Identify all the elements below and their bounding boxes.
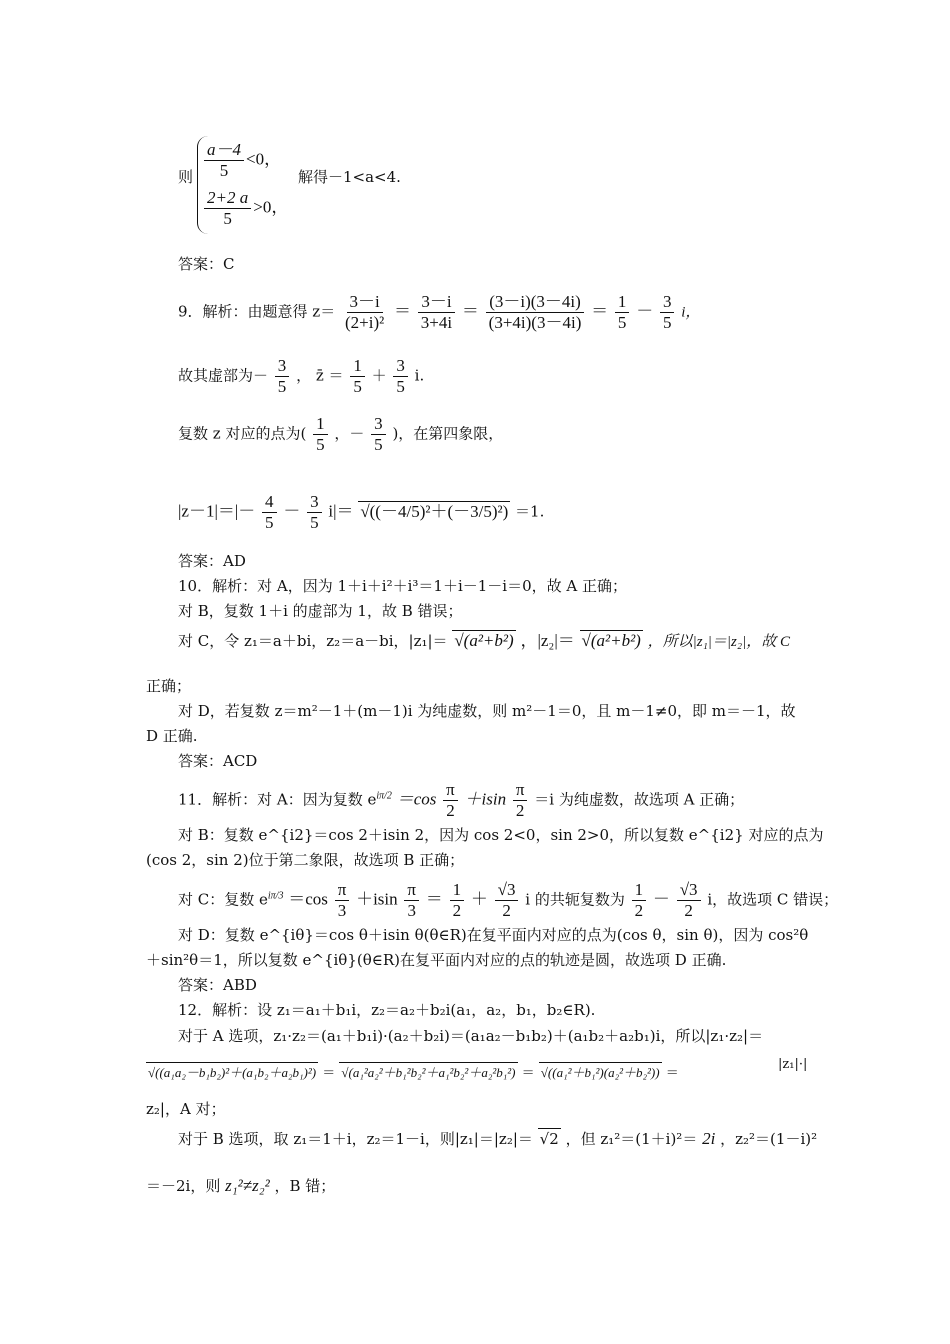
- p9-r1-den: 5: [617, 313, 627, 332]
- p9-r2-num: 3: [660, 292, 675, 313]
- p9-l3b: ，－: [334, 424, 365, 443]
- p8-cond1: [202, 140, 281, 181]
- frac-den: 2: [634, 901, 644, 920]
- p11-l4a: 对 C：复数 e: [178, 890, 268, 909]
- frac-num: π: [335, 880, 350, 901]
- p11-l4: [178, 880, 838, 921]
- p9-f3-den: (3+4i)(3－4i): [488, 313, 582, 332]
- p9-l2a: 故其虚部为－: [178, 366, 269, 385]
- p12-l3: [146, 1062, 679, 1084]
- p11-l4d: ＝: [425, 889, 443, 909]
- frac-num: 3: [307, 492, 322, 513]
- p11-l4e: ＋: [470, 889, 488, 909]
- p12-l5: [178, 1128, 817, 1149]
- frac-num: 1: [632, 880, 647, 901]
- frac-den: 5: [396, 377, 405, 396]
- p12-l2: 对于 A 选项，z₁·z₂＝(a₁＋b₁i)·(a₂＋b₂i)＝(a₁a₂－b₁b₂)＋(a₁b₂＋a₂b₁)i，所以|z₁·z₂|＝: [178, 1027, 764, 1045]
- p12-l6a: ＝－2i，则: [146, 1177, 221, 1195]
- p11-l4b: ＝cos: [288, 889, 328, 909]
- p8-cond1-rel: <0，: [246, 149, 282, 169]
- frac-den: 5: [316, 435, 325, 454]
- frac-num: 1: [350, 356, 365, 377]
- p10-l3a: 对 C，令 z₁＝a＋bi，z₂＝a－bi，|z₁|＝: [178, 632, 448, 650]
- p8-cond2: [202, 188, 288, 229]
- p9-l4a: |z－1|＝|－: [178, 501, 256, 521]
- p12-l5e: ，z₂²＝(1－i)²: [720, 1130, 818, 1148]
- p11-l1a: 11．解析：对 A：因为复数 e: [178, 790, 377, 809]
- p10-sqrt1: √(a²+b²): [454, 631, 514, 650]
- frac-num: 4: [262, 492, 277, 513]
- p8-result: 解得－1<a<4.: [298, 168, 401, 186]
- frac-den: 2: [515, 801, 525, 820]
- p11-answer: 答案：ABD: [178, 976, 257, 994]
- frac-den: 5: [353, 377, 362, 396]
- p10-sqrt2: √(a²+b²): [581, 631, 641, 650]
- p12-l4: z₂|，A 对；: [146, 1100, 226, 1118]
- p12-sqrt3: √((a₁²＋b₁²)(a₂²＋b₂²)): [539, 1062, 662, 1083]
- p9-r1-num: 1: [615, 292, 630, 313]
- frac-den: 3: [407, 901, 416, 920]
- p9-f1-num: 3－i: [347, 292, 383, 313]
- p9-l4b: －: [283, 501, 301, 521]
- p11-l1d: ＝i 为纯虚数，故选项 A 正确；: [534, 790, 745, 809]
- p10-l3: [178, 630, 790, 652]
- p12-eq2: ＝: [521, 1066, 535, 1081]
- frac-den: 3: [337, 901, 347, 920]
- p9-head: 9．解析：由题意得 z＝: [178, 302, 336, 321]
- p9-line4: [178, 492, 544, 533]
- p9-f2-den: 3+4i: [420, 313, 453, 332]
- frac-num: 3: [275, 356, 290, 377]
- frac-num: √3: [677, 880, 701, 901]
- p11-l1c: ＋isin: [464, 789, 507, 809]
- p8-cond1-den: 5: [219, 161, 229, 180]
- p10-answer: 答案：ACD: [178, 752, 258, 770]
- p9-l4e: ＝1.: [515, 502, 545, 521]
- p8-cond2-den: 5: [223, 209, 232, 228]
- p12-sqrt1: √((a₁a₂－b₁b₂)²＋(a₁b₂＋a₂b₁)²): [146, 1062, 318, 1083]
- p9-line3: [178, 414, 503, 455]
- p10-l3e: ，所以|z₁|＝|z₂|，故 C: [647, 634, 790, 650]
- frac-num: 1: [450, 880, 465, 901]
- p8-cond2-rel: >0，: [253, 197, 289, 217]
- p9-sqrt-expr: √((－4/5)²＋(－3/5)²): [360, 501, 509, 521]
- p11-l2: 对 B：复数 e^{i2}＝cos 2＋isin 2，因为 cos 2<0，sin 2>0，所以复数 e^{i2} 对应的点为: [178, 826, 824, 844]
- frac-num: π: [443, 780, 458, 801]
- p10-l3c: ，|z₂|＝: [520, 631, 575, 650]
- p10-l2: 对 B，复数 1＋i 的虚部为 1，故 B 错误；: [178, 602, 463, 620]
- frac-num: √3: [495, 880, 519, 901]
- p11-l5: 对 D：复数 e^{iθ}＝cos θ＋isin θ(θ∈R)在复平面内对应的点为(cos θ，sin θ)，因为 cos²θ: [178, 926, 809, 944]
- p11-l4h: i，故选项 C 错误；: [707, 890, 839, 909]
- p12-l6c: ，B 错；: [274, 1177, 336, 1195]
- frac-den: 2: [446, 801, 455, 820]
- p11-exp1: iπ/2: [376, 790, 392, 802]
- p8-answer: 答案：C: [178, 255, 235, 273]
- p10-l1: 10．解析：对 A，因为 1＋i＋i²＋i³＝1＋i－1－i＝0，故 A 正确；: [178, 577, 628, 595]
- p12-l5d: 2i: [702, 1129, 716, 1148]
- p9-l2c: ＋: [371, 366, 387, 385]
- frac-num: π: [513, 780, 528, 801]
- p10-l5: 对 D，若复数 z＝m²－1＋(m－1)i 为纯虚数，则 m²－1＝0，且 m－1≠0，即 m＝－1，故: [178, 702, 796, 720]
- frac-den: 5: [277, 377, 287, 396]
- p11-l1: [178, 780, 744, 821]
- p9-l2b: ， z̄ ＝: [296, 366, 344, 385]
- p11-l4c: ＋isin: [356, 889, 398, 909]
- frac-num: π: [404, 880, 419, 901]
- frac-den: 2: [452, 901, 462, 920]
- p12-sqrt2: √(a₁²a₂²＋b₁²b₂²＋a₁²b₂²＋a₂²b₁²): [339, 1062, 517, 1083]
- p9-l3a: 复数 z 对应的点为(: [178, 424, 307, 443]
- p11-l3: (cos 2，sin 2)位于第二象限，故选项 B 正确；: [146, 851, 465, 869]
- p12-eq3: ＝: [665, 1066, 679, 1081]
- p11-l4g: －: [652, 889, 670, 909]
- p9-f2-num: 3－i: [418, 292, 454, 313]
- p9-line2: [178, 356, 424, 397]
- p9-tail: i，: [681, 304, 701, 321]
- p12-l1: 12．解析：设 z₁＝a₁＋b₁i，z₂＝a₂＋b₂i(a₁，a₂，b₁，b₂∈R).: [178, 1001, 596, 1019]
- p9-line1: 9．解析：由题意得 z＝ $\frac{3-i}{\text{(2+i)²}}$ ＝ $\frac{3-i}{3+4i}$ ＝ $\frac{(3-i)(3-4i)}{(3+4i)(3-4i)}$ ＝ $\frac{1}{5}$ － $\frac{3}{5}$ i，: [178, 292, 701, 332]
- p11-l6: ＋sin²θ＝1，所以复数 e^{iθ}(θ∈R)在复平面内对应的点的轨迹是圆，故选项 D 正确.: [146, 951, 727, 969]
- p10-l4: 正确；: [146, 677, 192, 695]
- p12-sqrt2-val: √2: [539, 1130, 559, 1148]
- p12-l5a: 对于 B 选项，取 z₁＝1＋i，z₂＝1－i，则|z₁|＝|z₂|＝: [178, 1130, 533, 1148]
- frac-num: 3: [371, 414, 386, 435]
- frac-den: 5: [265, 513, 274, 532]
- p8-cond2-num: 2+2 a: [204, 188, 251, 209]
- p12-l5c: ，但 z₁²＝(1＋i)²＝: [565, 1130, 698, 1148]
- p9-l4c: i|＝: [328, 501, 354, 521]
- p12-l6b: z₁²≠z₂²: [225, 1176, 270, 1195]
- p8-ze: 则: [178, 168, 194, 186]
- p9-f1-den: (2+i)²: [345, 313, 385, 332]
- p9-r2-den: 5: [662, 313, 672, 332]
- frac-num: 3: [393, 356, 408, 377]
- p9-l2d: i.: [414, 366, 425, 385]
- p10-l6: D 正确.: [146, 727, 198, 745]
- frac-den: 2: [502, 901, 511, 920]
- frac-num: 1: [313, 414, 328, 435]
- p11-l1b: ＝cos: [396, 789, 437, 809]
- p8-cond1-num: a－4: [204, 140, 244, 161]
- frac-den: 2: [684, 901, 693, 920]
- p11-exp2: iπ/3: [267, 890, 284, 902]
- p9-l3c: )，在第四象限，: [392, 424, 504, 443]
- frac-den: 5: [310, 513, 319, 532]
- p9-f3-num: (3－i)(3－4i): [486, 292, 584, 313]
- p12-eq1: ＝: [322, 1066, 336, 1081]
- frac-den: 5: [374, 435, 383, 454]
- p12-l6: [146, 1176, 335, 1196]
- p9-answer: 答案：AD: [178, 552, 246, 570]
- p12-l3g: |z₁|·|: [778, 1057, 808, 1072]
- p11-l4f: i 的共轭复数为: [525, 890, 625, 909]
